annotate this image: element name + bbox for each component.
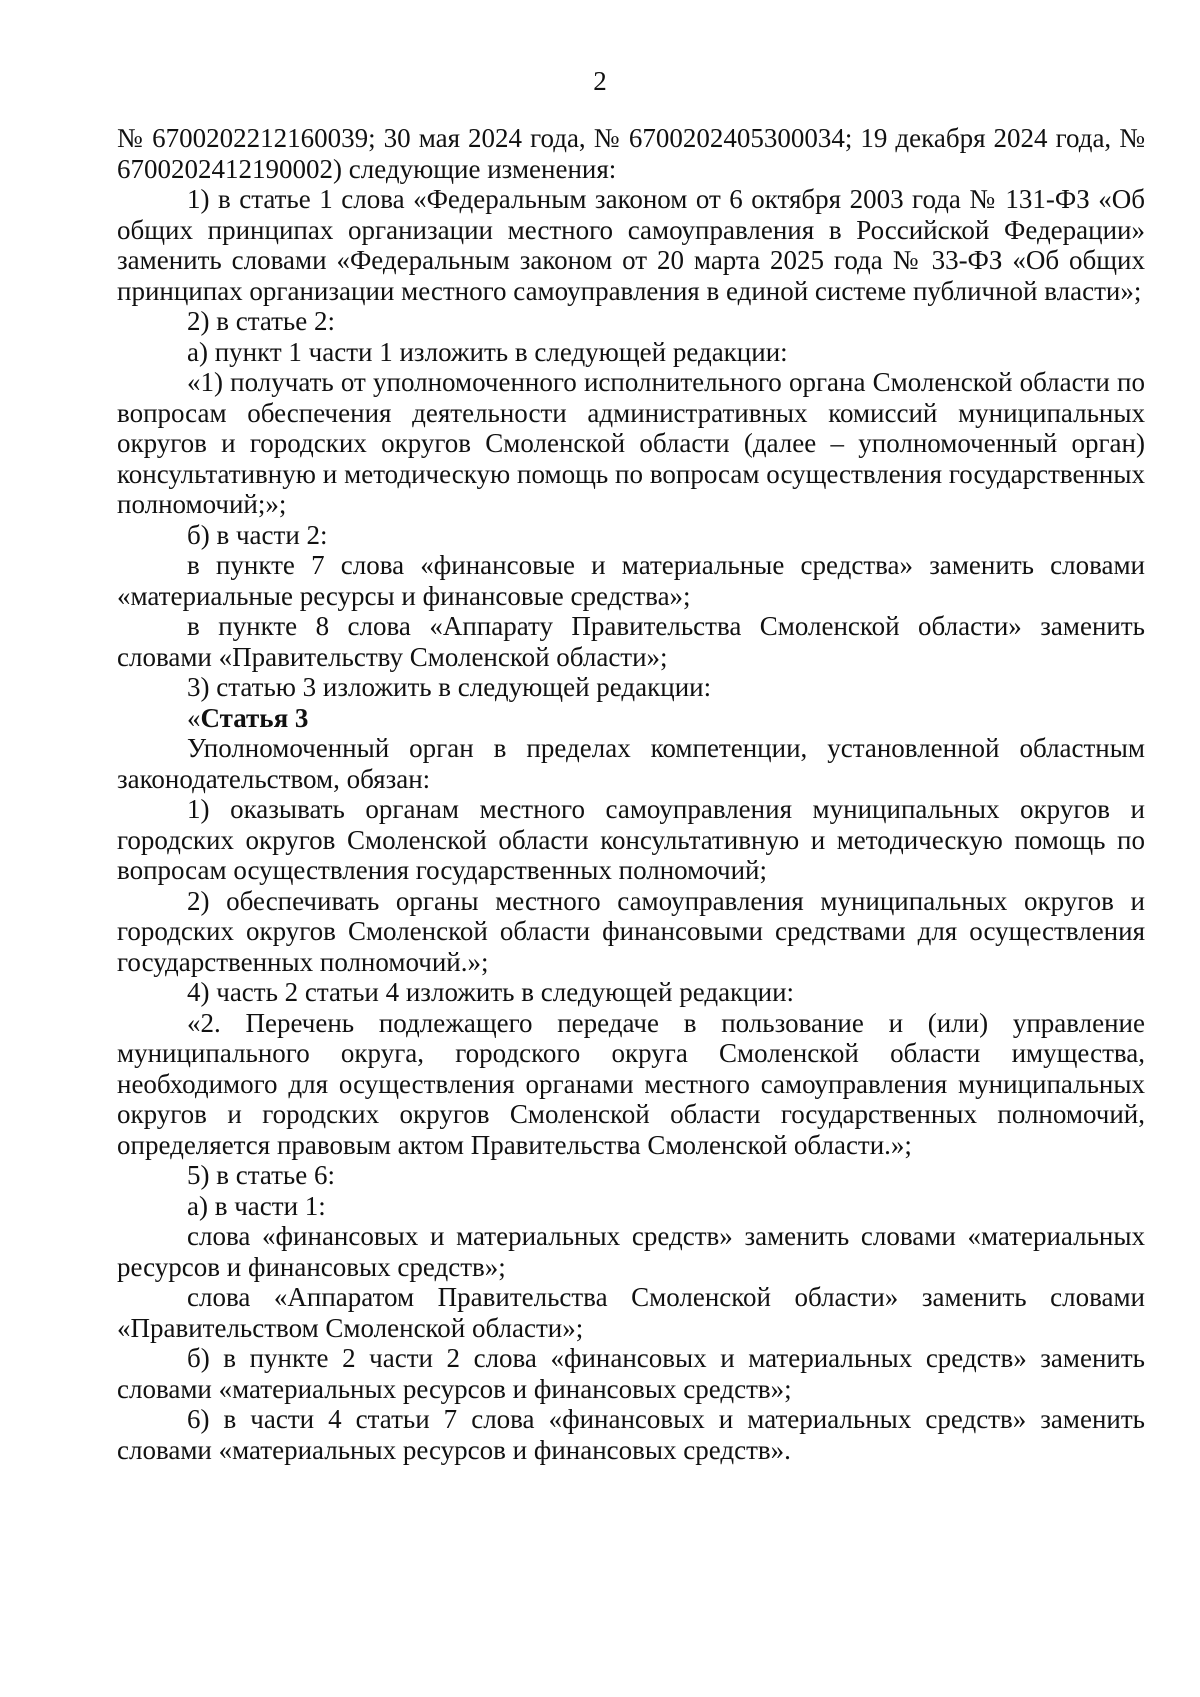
paragraph (117, 977, 1145, 1008)
paragraph-text: Уполномоченный орган в пределах компетенции, установленной областным законодательством, обязан: (117, 733, 1145, 794)
paragraph (117, 520, 1145, 551)
paragraph-text: 3) статью 3 изложить в следующей редакции: (187, 672, 712, 702)
document-body (117, 123, 1145, 1465)
paragraph (117, 1343, 1145, 1404)
paragraph (117, 672, 1145, 703)
paragraph-text: 1) оказывать органам местного самоуправления муниципальных округов и городских округов Смоленской области консультативную и методическую помощь по вопросам осуществления государственных полномочий; (117, 794, 1145, 885)
paragraph (117, 611, 1145, 672)
paragraph-prefix: « (187, 702, 201, 733)
paragraph-text: б) в пункте 2 части 2 слова «финансовых и материальных средств» заменить словами «материальных ресурсов и финансовых средств»; (117, 1343, 1145, 1404)
paragraph (117, 367, 1145, 520)
paragraph-text: в пункте 8 слова «Аппарату Правительства Смоленской области» заменить словами «Правительству Смоленской области»; (117, 611, 1145, 672)
paragraph-text: б) в части 2: (187, 519, 328, 550)
paragraph-text: 5) в статье 6: (187, 1160, 335, 1190)
paragraph (117, 1008, 1145, 1161)
paragraph-text: № 6700202212160039; 30 мая 2024 года, № 6700202405300034; 19 декабря 2024 года, № 6700202412190002) следующие изменения: (117, 123, 1145, 184)
paragraph (117, 337, 1145, 368)
paragraph (117, 1282, 1145, 1343)
paragraph-text: слова «финансовых и материальных средств» заменить словами «материальных ресурсов и финансовых средств»; (117, 1221, 1145, 1282)
paragraph (117, 733, 1145, 794)
paragraph (117, 886, 1145, 978)
paragraph-text: 1) в статье 1 слова «Федеральным законом от 6 октября 2003 года № 131-ФЗ «Об общих принципах организации местного самоуправления в Российской Федерации» заменить словами «Федеральным законом от 20 марта 2025 года № 33-ФЗ «Об общих принципах организации местного самоуправления в единой системе публичной власти»; (117, 184, 1145, 306)
paragraph-text: «2. Перечень подлежащего передаче в пользование и (или) управление муниципального округа, городского округа Смоленской области имущества, необходимого для осуществления органами местного самоуправления муниципальных округов и городских округов Смоленской области государственных полномочий, определяется правовым актом Правительства Смоленской области.»; (117, 1007, 1145, 1160)
paragraph (117, 184, 1145, 306)
paragraph-text: 2) обеспечивать органы местного самоуправления муниципальных округов и городских округов Смоленской области финансовыми средствами для осуществления государственных полномочий.»; (117, 885, 1145, 977)
paragraph-text: «1) получать от уполномоченного исполнительного органа Смоленской области по вопросам обеспечения деятельности административных комиссий муниципальных округов и городских округов Смоленской области (далее – уполномоченный орган) консультативную и методическую помощь по вопросам осуществления государственных полномочий;»; (117, 367, 1145, 519)
paragraph (117, 123, 1145, 184)
paragraph (117, 1221, 1145, 1282)
paragraph-text: в пункте 7 слова «финансовые и материальные средства» заменить словами «материальные ресурсы и финансовые средства»; (117, 550, 1145, 611)
paragraph (117, 1404, 1145, 1465)
paragraph (117, 794, 1145, 886)
paragraph (117, 1160, 1145, 1191)
paragraph (117, 703, 1145, 734)
paragraph-text: 6) в части 4 статьи 7 слова «финансовых и материальных средств» заменить словами «материальных ресурсов и финансовых средств». (117, 1404, 1145, 1465)
paragraph-text: 4) часть 2 статьи 4 изложить в следующей редакции: (187, 977, 795, 1007)
paragraph-text: а) пункт 1 части 1 изложить в следующей редакции: (187, 336, 788, 367)
paragraph (117, 306, 1145, 337)
paragraph-text: 2) в статье 2: (187, 306, 335, 336)
paragraph-text: а) в части 1: (187, 1190, 326, 1221)
article-heading: Статья 3 (200, 702, 309, 733)
paragraph (117, 550, 1145, 611)
paragraph (117, 1191, 1145, 1222)
page-number: 2 (593, 66, 607, 96)
paragraph-text: слова «Аппаратом Правительства Смоленской области» заменить словами «Правительством Смоленской области»; (117, 1282, 1145, 1343)
